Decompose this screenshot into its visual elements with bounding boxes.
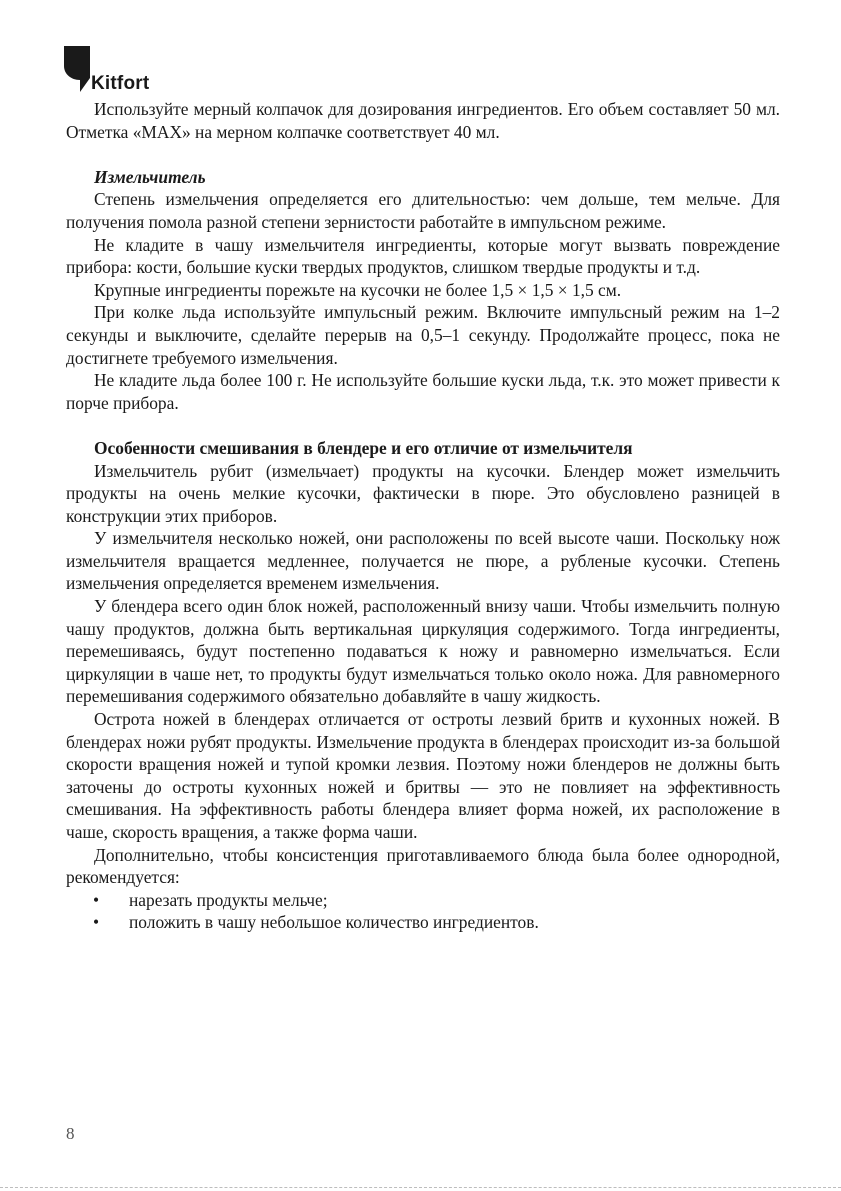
kitfort-logo-icon — [64, 46, 90, 92]
document-body — [66, 98, 780, 934]
paragraph: Не кладите льда более 100 г. Не используйте большие куски льда, т.к. это может привести к порче прибора. — [66, 370, 780, 413]
paragraph: Крупные ингредиенты порежьте на кусочки не более 1,5 × 1,5 × 1,5 см. — [94, 279, 622, 300]
paragraph: У измельчителя несколько ножей, они расположены по всей высоте чаши. Поскольку нож измельчителя вращается медленнее, получается не пюре, а рубленые кусочки. Степень измельчения определяется временем измельчения. — [66, 528, 780, 594]
paragraph: При колке льда используйте импульсный режим. Включите импульсный режим на 1–2 секунды и выключите, сделайте перерыв на 0,5–1 секунду. Продолжайте процесс, пока не достигнете требуемого измельчения. — [66, 302, 780, 368]
list-item-text: положить в чашу небольшое количество ингредиентов. — [129, 912, 539, 933]
bullet-icon: • — [93, 912, 100, 933]
paragraph: Не кладите в чашу измельчителя ингредиенты, которые могут вызвать повреждение прибора: кости, большие куски твердых продуктов, слишком твердые продукты и т.д. — [66, 234, 780, 278]
list-item-text: нарезать продукты мельче; — [129, 889, 328, 910]
page-number: 8 — [66, 1124, 75, 1143]
paragraph: Дополнительно, чтобы консистенция приготавливаемого блюда была более однородной, рекомендуется: — [66, 844, 780, 888]
section-heading-blender: Особенности смешивания в блендере и его отличие от измельчителя — [94, 437, 633, 458]
spacer — [66, 414, 780, 437]
bullet-icon: • — [93, 889, 100, 910]
spacer — [66, 143, 780, 166]
section-heading-chopper: Измельчитель — [94, 166, 206, 187]
brand-logo — [64, 46, 174, 94]
paragraph: У блендера всего один блок ножей, расположенный внизу чаши. Чтобы измельчить полную чашу продуктов, должна быть вертикальная циркуляция содержимого. Тогда ингредиенты, перемешиваясь, будут постепенно подаваться к ножу и равномерно измельчаться. Если циркуляции в чаше нет, то продукты будут измельчаться только около ножа. Для равномерного перемешивания содержимого обязательно добавляйте в чашу жидкость. — [66, 596, 780, 707]
paragraph: Острота ножей в блендерах отличается от остроты лезвий бритв и кухонных ножей. В блендерах ножи рубят продукты. Измельчение продукта в блендерах происходит из-за большой скорости вращения ножей и тупой кромки лезвия. Поэтому ножи блендеров не должны быть заточены до остроты кухонных ножей и бритвы — это не повлияет на эффективность смешивания. На эффективность работы блендера влияет форма ножей, их расположение в чаше, скорость вращения, а также форма чаши. — [66, 709, 780, 842]
page-edge-divider — [0, 1187, 841, 1188]
logo-text: Kitfort — [91, 73, 150, 94]
paragraph: Измельчитель рубит (измельчает) продукты на кусочки. Блендер может измельчить продукты на очень мелкие кусочки, фактически в пюре. Это обусловлено разницей в конструкции этих приборов. — [66, 460, 780, 526]
bullet-list — [66, 889, 780, 934]
paragraph: Степень измельчения определяется его длительностью: чем дольше, тем мельче. Для получения помола разной степени зернистости работайте в импульсном режиме. — [66, 189, 780, 232]
list-item — [66, 911, 780, 934]
paragraph-intro: Используйте мерный колпачок для дозирования ингредиентов. Его объем составляет 50 мл. Отметка «MAX» на мерном колпачке соответствует 40 мл. — [66, 99, 780, 142]
list-item — [66, 889, 780, 912]
